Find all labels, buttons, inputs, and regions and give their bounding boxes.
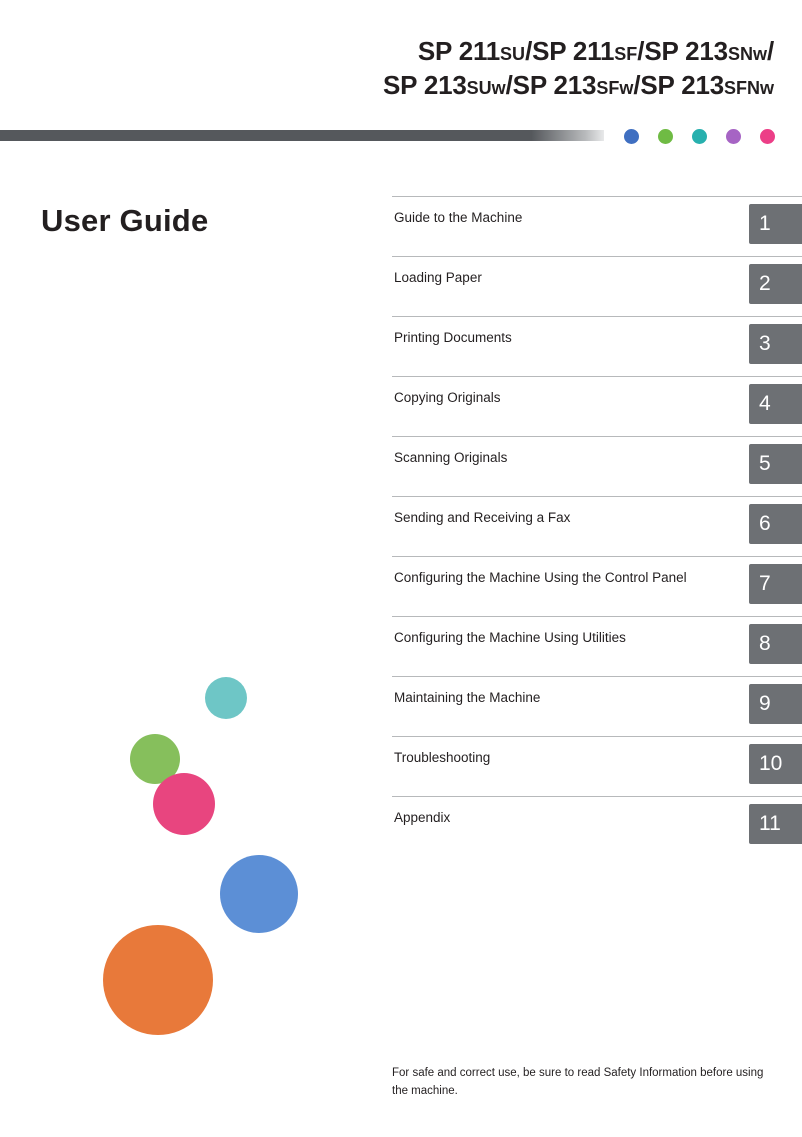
chapter-label: Printing Documents [394,330,512,345]
chapter-index [392,196,802,856]
model-line-2-part-4: /SP 213 [633,70,724,100]
model-line-1-part-5: SNw [727,44,767,64]
chapter-number-tab: 6 [749,504,802,544]
model-line-2-part-3: SFw [596,78,634,98]
model-line-2-part-2: /SP 213 [505,70,597,100]
chapter-label: Configuring the Machine Using Utilities [394,630,626,645]
chapter-row[interactable] [392,676,802,736]
chapter-label: Scanning Originals [394,450,508,465]
chapter-label: Troubleshooting [394,750,491,765]
chapter-row[interactable] [392,616,802,676]
chapter-label: Appendix [394,810,451,825]
model-line-1-part-3: SF [614,44,638,64]
circle-orange [103,925,213,1035]
model-line-2-part-1: SUw [466,78,506,98]
chapter-number-tab: 1 [749,204,802,244]
chapter-row[interactable] [392,436,802,496]
model-line-2-part-5: SFNw [723,78,774,98]
dot-blue [624,129,639,144]
chapter-label: Sending and Receiving a Fax [394,510,571,525]
model-line-1-part-6: / [766,36,774,66]
circle-teal [205,677,247,719]
model-line-2-part-0: SP 213 [383,70,467,100]
chapter-row[interactable] [392,496,802,556]
model-title-line-2 [383,70,774,104]
dot-teal [692,129,707,144]
chapter-number-tab: 7 [749,564,802,604]
chapter-label: Loading Paper [394,270,482,285]
circle-pink [153,773,215,835]
chapter-row[interactable] [392,556,802,616]
model-line-1-part-1: SU [500,44,526,64]
chapter-row[interactable] [392,256,802,316]
chapter-number-tab: 10 [749,744,802,784]
chapter-number-tab: 3 [749,324,802,364]
chapter-row[interactable] [392,316,802,376]
header-rule [0,130,604,141]
model-line-1-part-4: /SP 213 [637,36,728,66]
chapter-number-tab: 8 [749,624,802,664]
chapter-row[interactable] [392,796,802,856]
circle-blue [220,855,298,933]
chapter-number-tab: 2 [749,264,802,304]
dot-purple [726,129,741,144]
chapter-number-tab: 9 [749,684,802,724]
dot-row [624,127,794,145]
chapter-row[interactable] [392,376,802,436]
dot-green [658,129,673,144]
chapter-label: Maintaining the Machine [394,690,541,705]
chapter-number-tab: 11 [749,804,802,844]
dot-magenta [760,129,775,144]
model-title-line-1 [383,36,774,70]
chapter-label: Copying Originals [394,390,501,405]
page-title: User Guide [41,203,209,238]
safety-footnote: For safe and correct use, be sure to read Safety Information before using the machine. [392,1067,764,1097]
model-line-1-part-2: /SP 211 [525,36,615,66]
chapter-number-tab: 4 [749,384,802,424]
model-line-1-part-0: SP 211 [417,36,501,66]
model-title [383,36,774,104]
chapter-number-tab: 5 [749,444,802,484]
chapter-label: Configuring the Machine Using the Control Panel [394,570,687,585]
chapter-row[interactable] [392,736,802,796]
chapter-row[interactable] [392,196,802,256]
chapter-label: Guide to the Machine [394,210,523,225]
